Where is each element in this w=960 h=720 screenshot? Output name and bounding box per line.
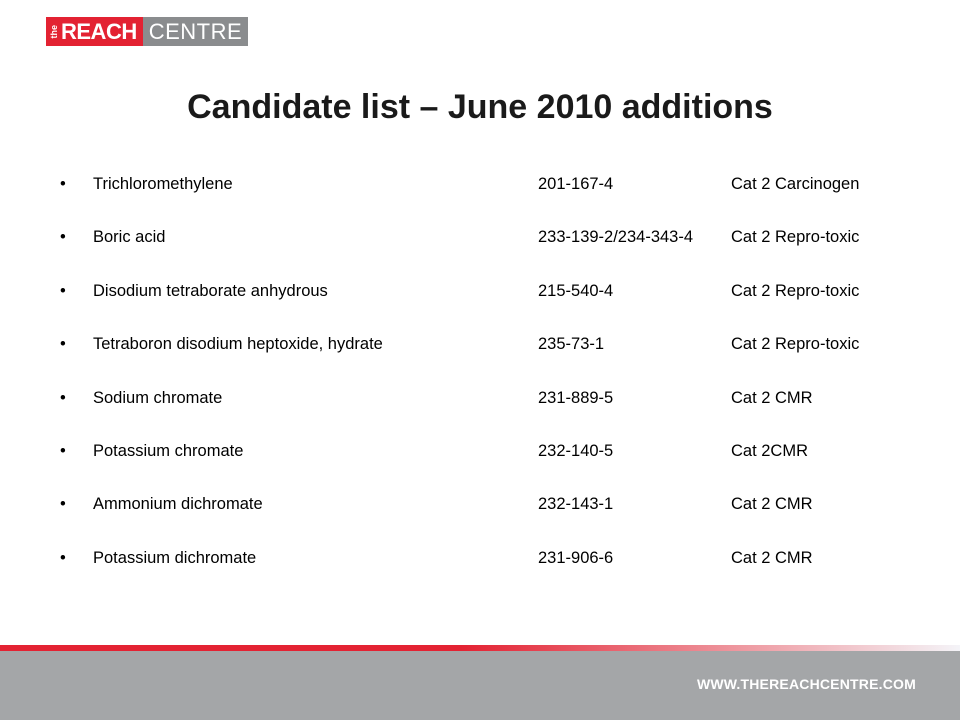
logo-reach-text: REACH [61, 18, 137, 44]
slide-title: Candidate list – June 2010 additions [187, 88, 773, 126]
logo-centre-text: CENTRE [148, 18, 243, 44]
bullet: • [60, 335, 66, 354]
list-item [56, 279, 936, 332]
ec-number: 232-143-1 [538, 495, 614, 514]
bullet: • [60, 175, 66, 193]
bullet: • [60, 388, 66, 407]
bullet: • [60, 228, 66, 247]
list-item [56, 225, 936, 278]
classification: Cat 2 CMR [731, 548, 813, 567]
substance-name: Sodium chromate [93, 388, 223, 407]
substance-name: Disodium tetraborate anhydrous [93, 281, 328, 300]
classification: Cat 2 CMR [731, 495, 813, 514]
substance-name: Tetraboron disodium heptoxide, hydrate [93, 335, 383, 354]
ec-number: 231-906-6 [538, 548, 614, 567]
classification: Cat 2 CMR [731, 388, 813, 407]
classification: Cat 2 Repro-toxic [731, 281, 860, 300]
list-item [56, 332, 936, 385]
classification: Cat 2 Carcinogen [731, 175, 860, 193]
ec-number: 201-167-4 [538, 175, 614, 193]
list-item [56, 172, 936, 225]
classification: Cat 2CMR [731, 441, 809, 460]
list-item [56, 439, 936, 492]
bullet: • [60, 441, 66, 460]
reach-centre-logo [46, 17, 248, 46]
logo-the-text: the [49, 24, 59, 39]
substance-list [56, 172, 936, 599]
footer-bar [0, 651, 960, 720]
bullet: • [60, 281, 66, 300]
classification: Cat 2 Repro-toxic [731, 228, 860, 247]
logo-red-block [46, 17, 143, 46]
list-item [56, 386, 936, 439]
classification: Cat 2 Repro-toxic [731, 335, 860, 354]
substance-name: Potassium chromate [93, 441, 244, 460]
bullet: • [60, 495, 66, 514]
footer-website-link[interactable]: WWW.THEREACHCENTRE.COM [696, 676, 916, 692]
bullet: • [60, 548, 66, 567]
substance-name: Trichloromethylene [93, 175, 233, 193]
ec-number: 231-889-5 [538, 388, 614, 407]
ec-number: 232-140-5 [538, 441, 614, 460]
list-item [56, 546, 936, 599]
ec-number: 235-73-1 [538, 335, 605, 354]
substance-name: Boric acid [93, 228, 166, 247]
list-item [56, 492, 936, 545]
ec-number: 215-540-4 [538, 281, 614, 300]
ec-number: 233-139-2/234-343-4 [538, 228, 694, 247]
substance-name: Potassium dichromate [93, 548, 257, 567]
logo-grey-block [143, 17, 248, 46]
substance-name: Ammonium dichromate [93, 495, 263, 514]
